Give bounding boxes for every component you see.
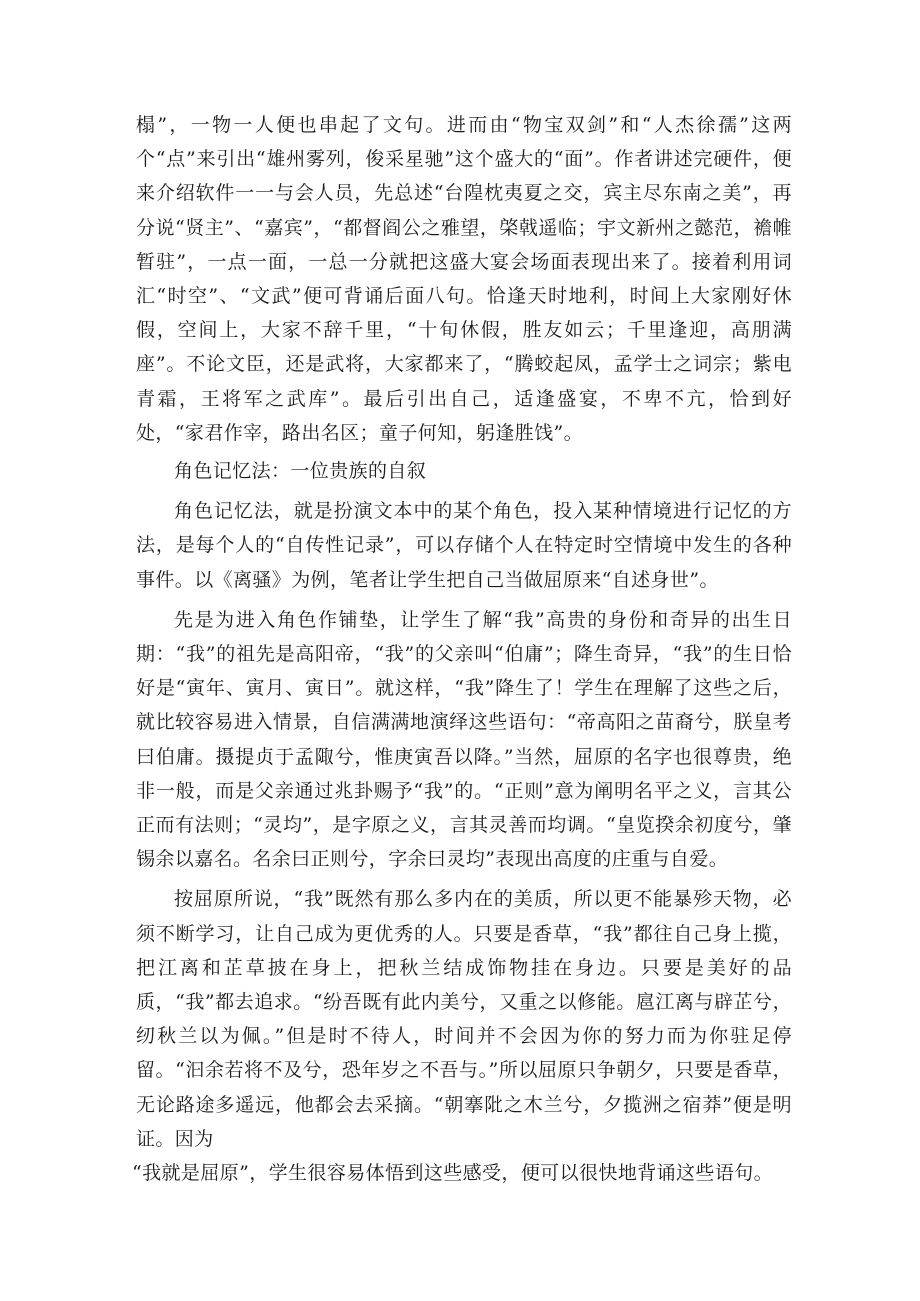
text-body — [132, 108, 792, 1190]
paragraph-4: 按屈原所说，“我”既然有那么多内在的美质，所以更不能暴殄天物，必须不断学习，让自己成为更优秀的人。只要是香草，“我”都往自己身上揽，把江离和芷草披在身上，把秋兰结成饰物挂在身边。只要是美好的品质，“我”都去追求。“纷吾既有此内美兮，又重之以修能。扈江离与辟芷兮，纫秋兰以为佩。”但是时不待人，时间并不会因为你的努力而为你驻足停留。“汩余若将不及兮，恐年岁之不吾与。”所以屈原只争朝夕，只要是香草，无论路途多遥远，他都会去采摘。“朝搴阰之木兰兮，夕揽洲之宿莽”便是明证。因为 — [136, 888, 792, 1150]
paragraph-1: 榻”，一物一人便也串起了文句。进而由“物宝双剑”和“人杰徐孺”这两个“点”来引出“雄州雾列，俊采星驰”这个盛大的“面”。作者讲述完硬件，便来介绍软件一一与会人员，先总述“台隍枕夷夏之交，宾主尽东南之美”，再分说“贤主”、“嘉宾”，“都督阎公之雅望，棨戟遥临；宇文新州之懿范，襜帷暂驻”，一点一面，一总一分就把这盛大宴会场面表现出来了。接着利用词汇“时空”、“文武”便可背诵后面八句。恰逢天时地利，时间上大家刚好休假，空间上，大家不辞千里，“十旬休假，胜友如云；千里逢迎，高朋满座”。不论文臣，还是武将，大家都来了，“腾蛟起凤，孟学士之词宗；紫电青霜，王将军之武库”。最后引出自己，适逢盛宴，不卑不亢，恰到好处，“家君作宰，路出名区；童子何知，躬逢胜饯”。 — [136, 114, 792, 444]
paragraph-2: 角色记忆法，就是扮演文本中的某个角色，投入某种情境进行记忆的方法，是每个人的“自传性记录”，可以存储个人在特定时空情境中发生的各种事件。以《离骚》为例，笔者让学生把自己当做屈原来“自述身世”。 — [136, 500, 792, 591]
paragraph-3: 先是为进入角色作铺垫，让学生了解“我”高贵的身份和奇异的出生日期：“我”的祖先是高阳帝，“我”的父亲叫“伯庸”；降生奇异，“我”的生日恰好是“寅年、寅月、寅日”。就这样，“我”降生了！学生在理解了这些之后，就比较容易进入情景，自信满满地演绎这些语句：“帝高阳之苗裔兮，朕皇考曰伯庸。摄提贞于孟陬兮，惟庚寅吾以降。”当然，屈原的名字也很尊贵，绝非一般，而是父亲通过兆卦赐予“我”的。“正则”意为阐明名平之义，言其公正而有法则；“灵均”，是字原之义，言其灵善而均调。“皇览揆余初度兮，肇锡余以嘉名。名余曰正则兮，字余曰灵均”表现出高度的庄重与自爱。 — [136, 608, 792, 871]
section-heading: 角色记忆法：一位贵族的自叙 — [174, 460, 427, 483]
paragraph-5: “我就是屈原”，学生很容易体悟到这些感受，便可以很快地背诵这些语句。 — [132, 1162, 774, 1185]
